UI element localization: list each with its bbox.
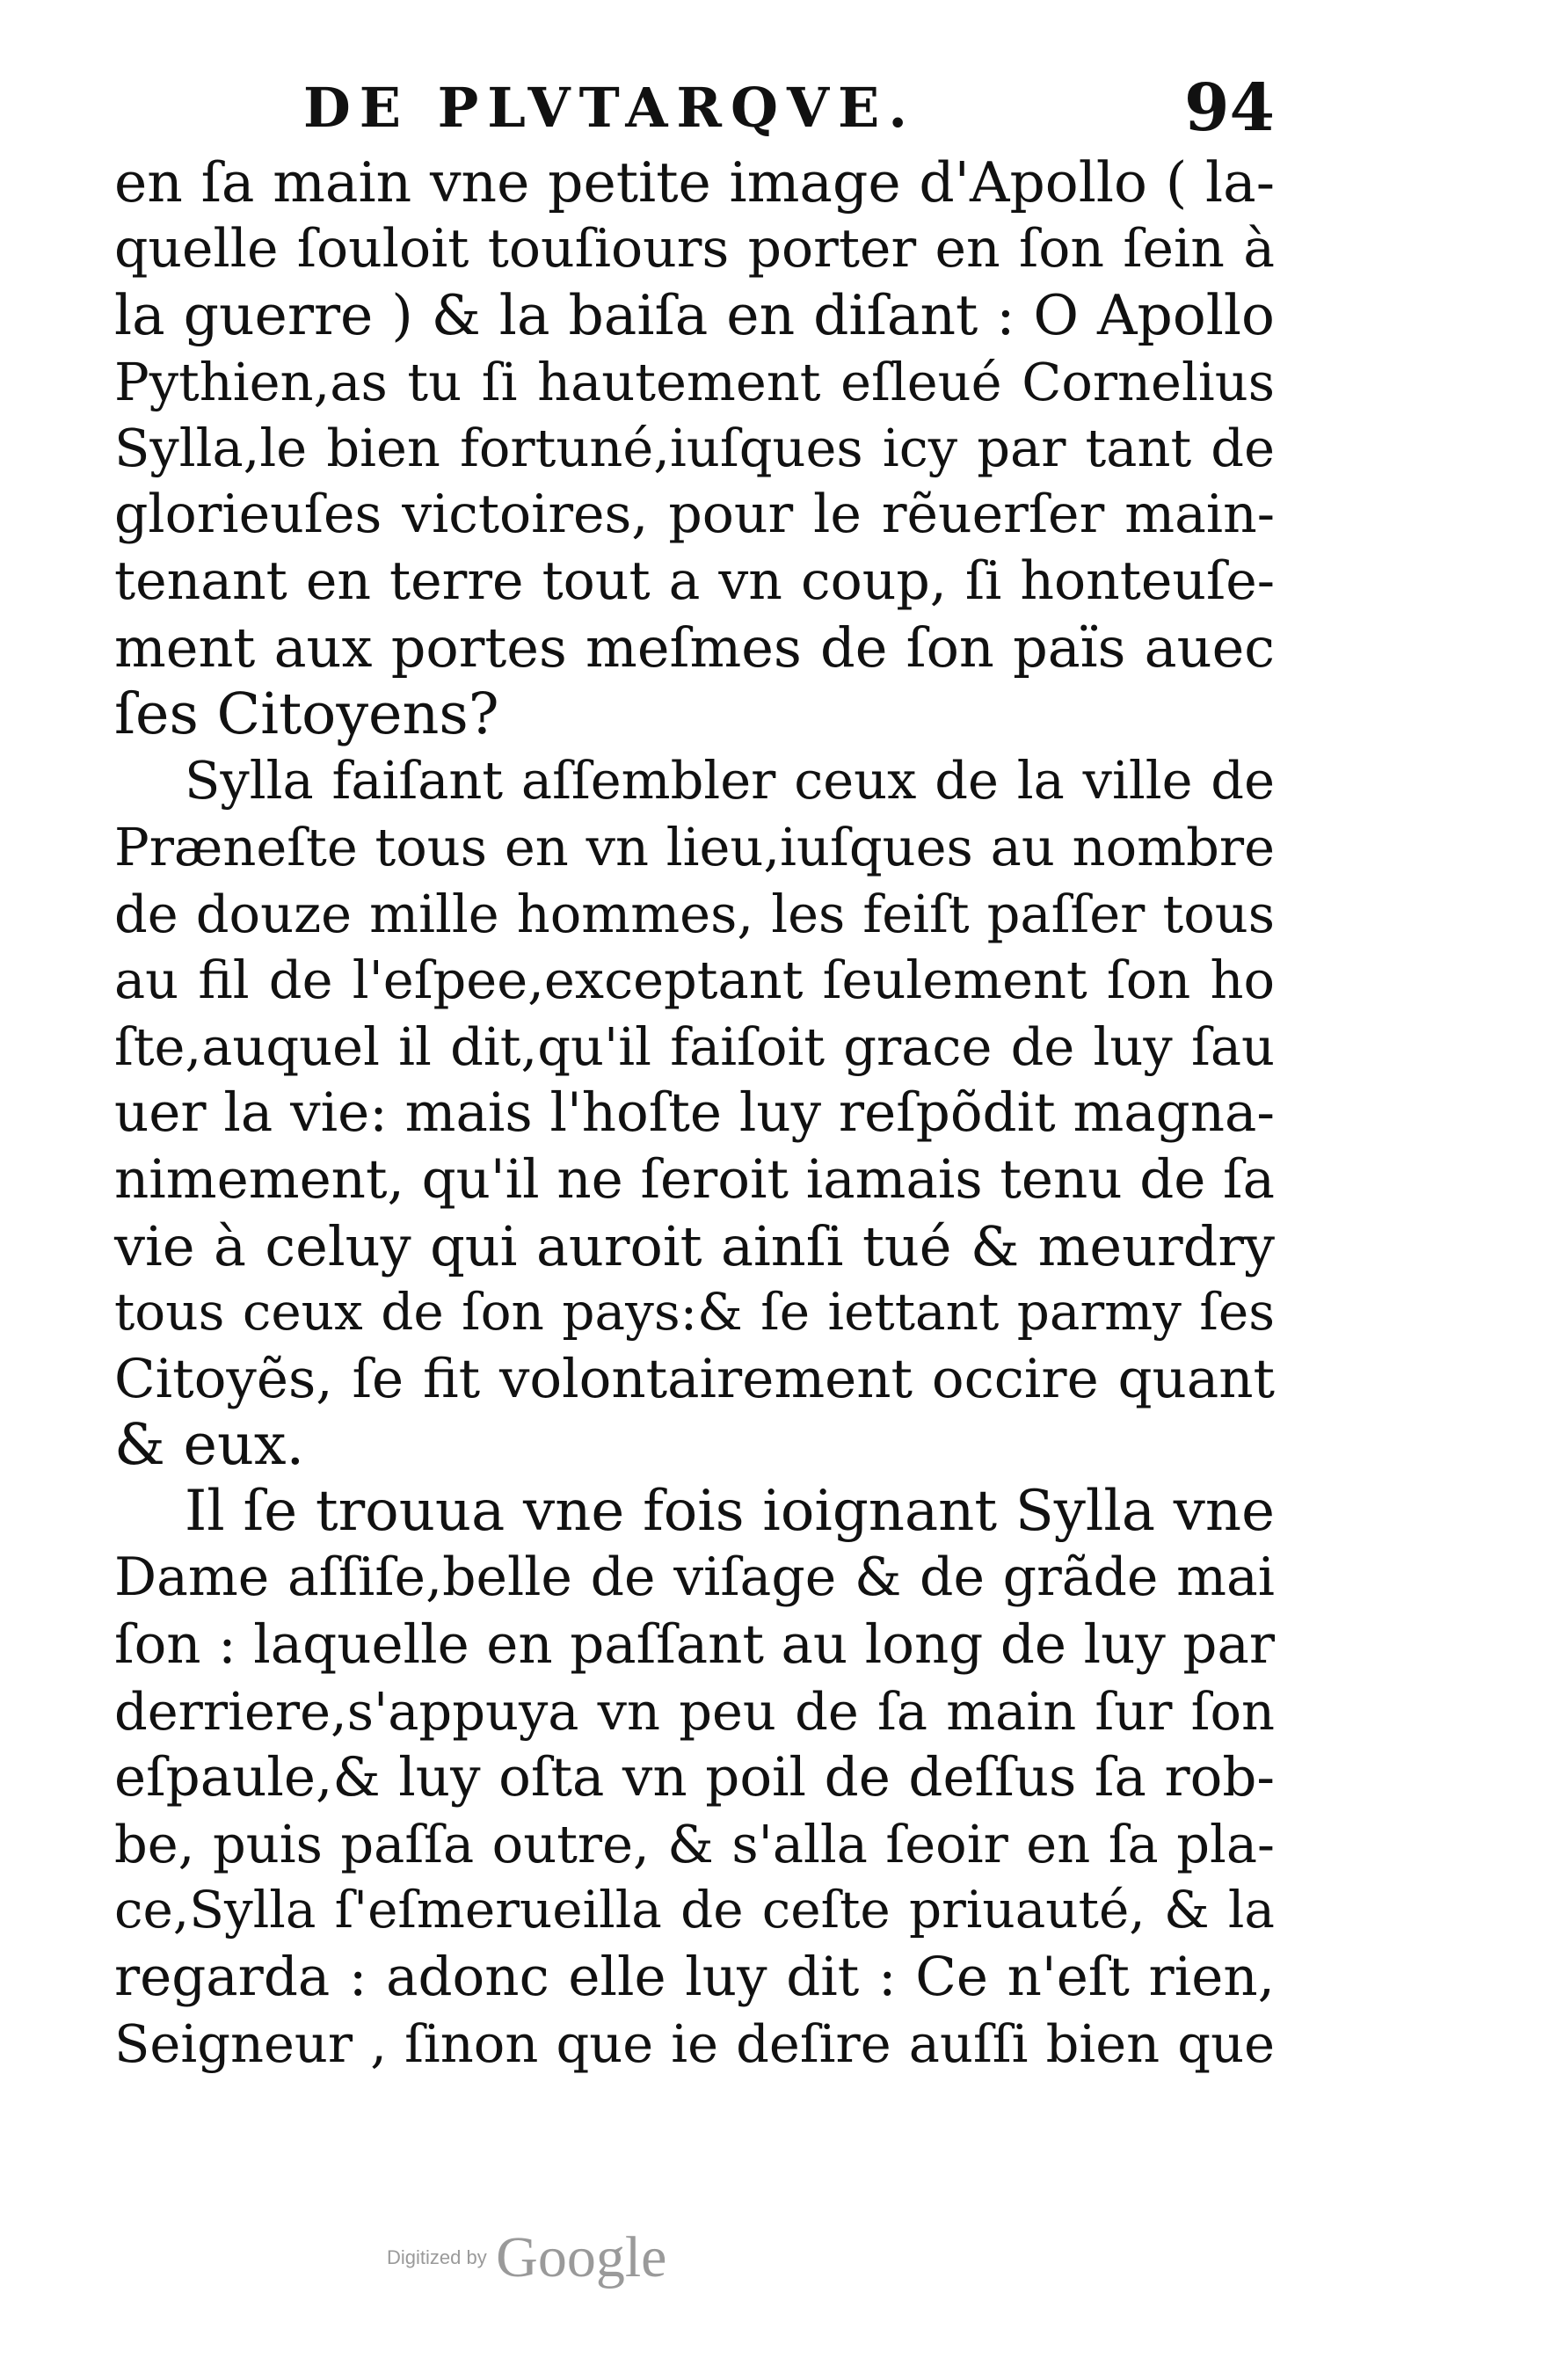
text-line: ment aux portes meſmes de ſon païs auec	[114, 615, 1275, 681]
text-line: uer la vie: mais l'hoſte luy reſpõdit magna-	[114, 1081, 1275, 1145]
text-line: la guerre ) & la baiſa en diſant : O Apollo	[114, 283, 1275, 348]
text-line: & eux.	[114, 1412, 305, 1479]
text-line: Præneſte tous en vn lieu,iuſques au nombre	[114, 816, 1275, 877]
digitized-by-label: Digitized by	[387, 2246, 487, 2268]
text-line: vie à celuy qui auroit ainſi tué & meurdry	[114, 1213, 1275, 1278]
text-line: Dame aſſiſe,belle de viſage & de grãde mai	[114, 1547, 1275, 1609]
text-line: tous ceux de ſon pays:& ſe iettant parmy ſes	[114, 1282, 1275, 1343]
text-line: en ſa main vne petite image d'Apollo ( la-	[114, 150, 1275, 215]
text-line: Sylla,le bien fortuné,iuſques icy par tant de	[114, 418, 1275, 479]
digitization-watermark	[387, 2224, 666, 2291]
text-line: Il ſe trouua vne fois ioignant Sylla vne	[185, 1478, 1275, 1544]
text-line: ce,Sylla ſ'eſmerueilla de ceſte priuauté, & la	[114, 1880, 1275, 1940]
text-line: ſte,auquel il dit,qu'il faiſoit grace de luy ſau	[114, 1015, 1275, 1077]
running-title: DE PLVTARQVE.	[303, 76, 916, 140]
page-number: 94	[1184, 70, 1275, 146]
text-line: regarda : adonc elle luy dit : Ce n'eſt rien,	[114, 1946, 1275, 2009]
text-line: de douze mille hommes, les feiſt paſſer tous	[114, 883, 1275, 944]
text-line: nimement, qu'il ne ſeroit iamais tenu de ſa	[114, 1147, 1275, 1211]
text-line: ſon : laquelle en paſſant au long de luy par	[114, 1613, 1275, 1677]
google-logo: Google	[496, 2225, 667, 2289]
text-line: Pythien,as tu ſi hautement eſleué Cornelius	[114, 351, 1275, 412]
text-line: derriere,s'appuya vn peu de ſa main ſur ſon	[114, 1680, 1275, 1742]
text-line: Seigneur , ſinon que ie deſire auſſi bien que	[114, 2012, 1275, 2074]
text-line: Citoyẽs, ſe fit volontairement occire quant	[114, 1347, 1275, 1410]
running-head	[114, 69, 1275, 148]
text-line: be, puis paſſa outre, & s'alla ſeoir en ſa pla-	[114, 1813, 1275, 1874]
body-text	[114, 149, 1275, 2077]
text-line: Sylla faiſant aſſembler ceux de la ville de	[185, 750, 1275, 812]
text-line: quelle ſouloit touſiours porter en ſon ſein à	[114, 217, 1275, 280]
text-line: glorieuſes victoires, pour le rẽuerſer main-	[114, 483, 1275, 545]
text-line: tenant en terre tout a vn coup, ſi honteuſe-	[114, 550, 1275, 612]
text-line: eſpaule,& luy oſta vn poil de deſſus ſa rob-	[114, 1746, 1275, 1809]
text-line: au fil de l'eſpee,exceptant ſeulement ſon ho	[114, 950, 1275, 1011]
text-line: ſes Citoyens?	[114, 681, 499, 747]
